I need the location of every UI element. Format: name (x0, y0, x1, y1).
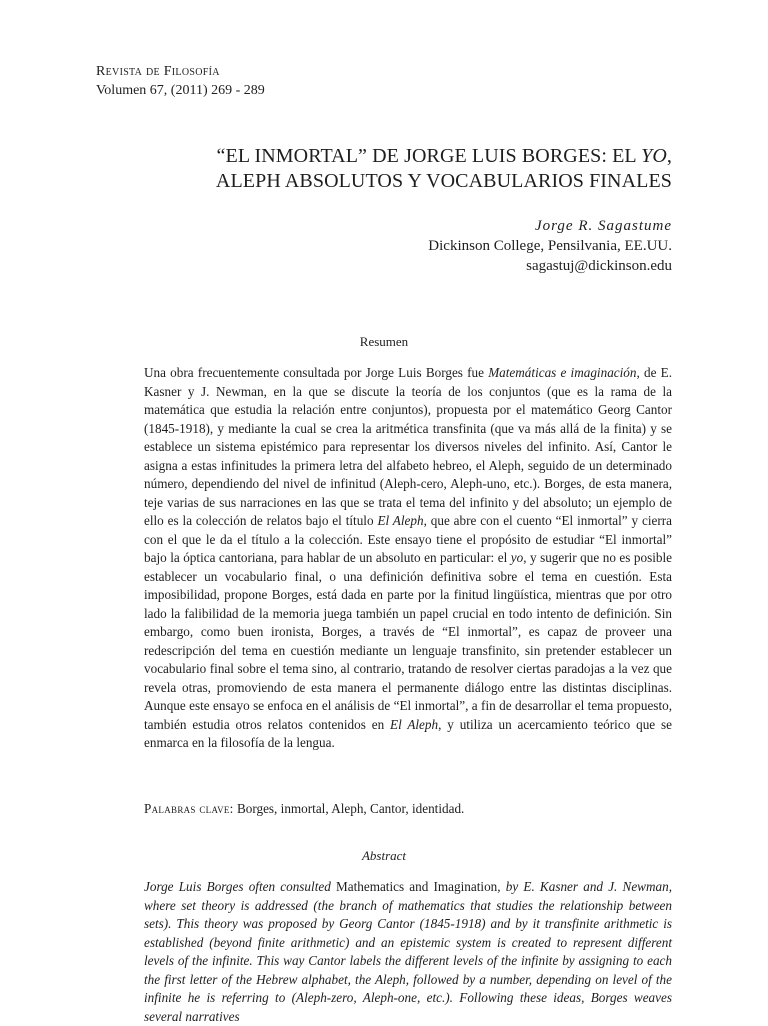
title-italic-yo: YO (641, 145, 667, 167)
resumen-italic-4: El Aleph (390, 716, 439, 732)
abstract-heading: Abstract (361, 848, 407, 863)
title-line-1 (96, 144, 672, 169)
resumen-text-4: , y sugerir que no es posible establecer un vocabulario final, o una definición definitiva sobre el tema en cuestión. Esta imposibilidad, propone Borges, está dada en parte por la finitud lingüística, mientras que por otro lado la falibilidad de la memoria juega también un papel crucial en todo intento de definición. Sin embargo, como buen ironista, Borges, a través de “El inmortal”, es capaz de proveer una redescripción del tema en cuestión mediante un lenguaje transfinito, sin pretender establecer un vocabulario final sobre el tema sino, al contrario, tratando de resolver ciertas paradojas a la vez que revela otras, promoviendo de esta manera el permanente diálogo entre las distintas disciplinas. Aunque este ensayo se enfoca en el análisis de “El inmortal”, a fin de desarrollar el tema propuesto, también estudia otros relatos contenidos en (144, 550, 672, 732)
resumen-heading: Resumen (359, 334, 409, 349)
author-block (428, 216, 672, 276)
resumen-italic-3: yo (510, 550, 524, 565)
resumen-text-5: , y utiliza un acercamiento teórico que se enmarca en la filosofía de la lengua. (144, 716, 672, 750)
resumen-italic-1: Matemáticas e imaginación (488, 365, 637, 380)
title-line-2: ALEPH ABSOLUTOS Y VOCABULARIOS FINALES (215, 170, 672, 192)
keywords-value: Borges, inmortal, Aleph, Cantor, identidad. (233, 801, 465, 816)
author-name: Jorge R. Sagastume (534, 218, 672, 234)
resumen-italic-2: El Aleph (377, 513, 424, 528)
journal-header (96, 62, 265, 100)
title-line-1-text: “EL INMORTAL” DE JORGE LUIS BORGES: EL (216, 145, 642, 167)
author-email: sagastuj@dickinson.edu (526, 258, 672, 274)
journal-name: Revista de Filosofía (96, 64, 220, 79)
keywords-label: Palabras clave: (144, 801, 234, 816)
resumen-text-3: , que abre con el cuento “El inmortal” y cierra con el que le da el título a la colección. Este ensayo tiene el propósito de estudiar “El inmortal” bajo la óptica cantoriana, para hablar de un absoluto en particular: el (144, 513, 672, 565)
journal-volume: Volumen 67, (2011) 269 - 289 (96, 83, 265, 98)
keywords-line (144, 800, 672, 818)
resumen-text-1: Una obra frecuentemente consultada por Jorge Luis Borges fue (144, 365, 489, 380)
abstract-paragraph (144, 878, 672, 1026)
abstract-upright-title: Mathematics and Imagination (336, 879, 498, 894)
title-line-1-comma: , (666, 145, 672, 167)
abstract-text-2: , by E. Kasner and J. Newman, where set theory is addressed (the branch of mathematics that studies the relationship between sets). This theory was proposed by Georg Cantor (1845-1918) and by it transfinite arithmetic is established (beyond finite arithmetic) and an epistemic system is created to represent different levels of the infinite. This way Cantor labels the different levels of the infinite by assigning to each the first letter of the Hebrew alphabet, the Aleph, followed by a number, depending on level of the infinite he is referring to (Aleph-zero, Aleph-one, etc.). Following these ideas, Borges weaves several narratives (144, 879, 672, 1024)
resumen-text-2: , de E. Kasner y J. Newman, en la que se discute la teoría de los conjuntos (que es la rama de la matemática que estudia la relación entre conjuntos), propuesta por el matemático Georg Cantor (1845-1918), y mediante la cual se crea la aritmética transfinita (que va más allá de la finita) y se establece un sistema epistémico para representar los diversos niveles del infinito. Así, Cantor le asigna a estas infinitudes la primera letra del alfabeto hebreo, el Aleph, seguido de un determinado número, dependiendo del nivel de infinitud (Aleph-cero, Aleph-uno, etc.). Borges, de esta manera, teje varias de sus narraciones en las que se trata el tema del infinito y del absoluto; un ejemplo de ello es la colección de relatos bajo el título (144, 365, 672, 528)
paper-title (96, 144, 672, 194)
author-affiliation: Dickinson College, Pensilvania, EE.UU. (428, 238, 672, 254)
resumen-paragraph (144, 364, 672, 753)
abstract-text-1: Jorge Luis Borges often consulted (144, 879, 336, 894)
